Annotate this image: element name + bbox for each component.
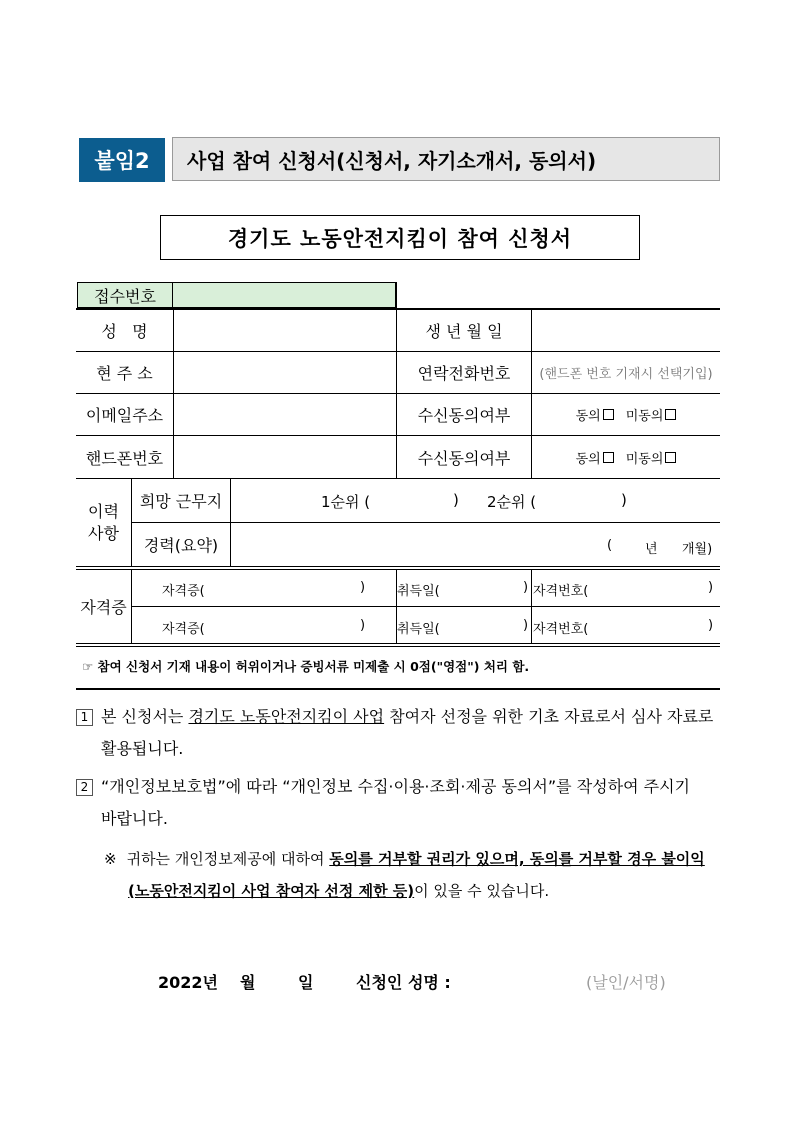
history-label: 이력 사항 — [88, 501, 119, 543]
career-month-unit: 개월) — [682, 542, 713, 557]
section-heading — [172, 137, 720, 181]
cert-date-label: 취득일( — [397, 584, 440, 599]
form-title: 경기도 노동안전지킴이 참여 신청서 — [160, 215, 640, 260]
row-divider — [76, 566, 720, 567]
birth-label: 생 년 월 일 — [425, 322, 503, 341]
cert-number-label: 자격번호( — [533, 622, 589, 637]
agree-checkbox[interactable] — [603, 452, 614, 463]
applicant-name-label: 신청인 성명 : — [356, 973, 451, 992]
note-3-continuation — [128, 874, 549, 908]
note-underlined-text: 동의를 거부할 권리가 있으며, 동의를 거부할 경우 불이익 — [329, 850, 705, 868]
cert-number-close: ) — [708, 618, 714, 633]
cert-name-close: ) — [360, 580, 366, 595]
birth-field[interactable] — [532, 310, 720, 351]
phone-consent-label: 수신동의여부 — [417, 448, 511, 468]
email-field[interactable] — [174, 394, 396, 435]
note-1 — [76, 700, 726, 734]
cert-name-label: 자격증( — [162, 584, 205, 599]
career-label: 경력(요약) — [143, 536, 219, 555]
signature-day: 일 — [298, 973, 314, 992]
signature-year: 2022년 — [158, 973, 218, 992]
agree-label: 동의 — [575, 451, 601, 467]
address-label: 현 주 소 — [96, 364, 153, 383]
attachment-badge: 붙임2 — [79, 138, 165, 182]
row-divider — [76, 646, 720, 647]
email-label: 이메일주소 — [85, 406, 164, 425]
name-field[interactable] — [174, 310, 396, 351]
note-text: “개인정보보호법”에 따라 “개인정보 수집·이용·조회·제공 동의서”를 작성하여 주시기 — [101, 777, 690, 796]
rank1-close: ) — [453, 491, 459, 509]
signature-month: 월 — [240, 973, 256, 992]
note-number: 1 — [76, 709, 93, 726]
note-text: 본 신청서는 — [101, 707, 189, 726]
note-number: 2 — [76, 779, 93, 796]
agree-label: 동의 — [575, 409, 601, 424]
note-underlined-text: 경기도 노동안전지킴이 사업 — [188, 707, 385, 726]
warning-bottom-border — [76, 688, 720, 690]
cert-date-close: ) — [523, 618, 529, 633]
rank1-label: 1순위 ( — [321, 493, 371, 511]
note-1-continuation: 활용됩니다. — [101, 739, 184, 758]
note-mark: ※ — [104, 850, 117, 868]
cert-number-close: ) — [708, 580, 714, 595]
section-heading-text: 사업 참여 신청서(신청서, 자기소개서, 동의서) — [187, 148, 597, 173]
disagree-checkbox[interactable] — [665, 409, 676, 420]
row-divider — [76, 643, 720, 644]
note-underlined-text: (노동안전지킴이 사업 참여자 선정 제한 등) — [128, 882, 415, 900]
note-text: 참여자 선정을 위한 기초 자료로서 심사 자료로 — [384, 707, 714, 726]
note-2 — [76, 770, 726, 804]
cert-date-close: ) — [523, 580, 529, 595]
disagree-checkbox[interactable] — [665, 452, 676, 463]
contact-label: 연락전화번호 — [417, 364, 511, 383]
note-3 — [104, 842, 724, 876]
cert-name-close: ) — [360, 618, 366, 633]
receipt-label: 접수번호 — [94, 286, 156, 306]
rank2-label: 2순위 ( — [487, 493, 537, 511]
phone-label: 핸드폰번호 — [85, 448, 164, 468]
email-consent-label: 수신동의여부 — [417, 406, 511, 425]
career-year-unit: 년 — [645, 542, 658, 557]
cert-row — [132, 607, 720, 643]
seal-placeholder[interactable]: (날인/서명) — [586, 973, 666, 992]
email-consent-options — [532, 394, 720, 435]
cert-name-label: 자격증( — [162, 622, 205, 637]
address-field[interactable] — [174, 352, 396, 393]
name-label: 성 명 — [101, 322, 148, 341]
signature-line — [158, 970, 718, 996]
certificate-label: 자격증 — [80, 598, 127, 617]
rank2-close: ) — [621, 491, 627, 509]
cert-date-label: 취득일( — [397, 622, 440, 637]
disagree-label: 미동의 — [625, 451, 664, 467]
receipt-number-field[interactable] — [173, 282, 396, 308]
note-2-continuation: 바랍니다. — [101, 809, 168, 828]
disagree-label: 미동의 — [625, 409, 664, 424]
hope-location-field[interactable] — [231, 479, 720, 522]
agree-checkbox[interactable] — [603, 409, 614, 420]
hope-location-label: 희망 근무지 — [139, 492, 223, 511]
warning-text: ☞ 참여 신청서 기재 내용이 허위이거나 증빙서류 미제출 시 0점("영점") 처리 함. — [82, 659, 530, 674]
cert-number-label: 자격번호( — [533, 584, 589, 599]
contact-field-hint[interactable]: (핸드폰 번호 기재시 선택기입) — [539, 367, 713, 382]
note-text: 이 있을 수 있습니다. — [414, 882, 550, 900]
career-field[interactable] — [231, 523, 720, 566]
career-open: ( — [607, 538, 613, 553]
phone-field[interactable] — [174, 436, 396, 478]
phone-consent-options — [532, 436, 720, 478]
note-text: 귀하는 개인정보제공에 대하여 — [126, 850, 330, 868]
cert-row — [132, 570, 720, 606]
